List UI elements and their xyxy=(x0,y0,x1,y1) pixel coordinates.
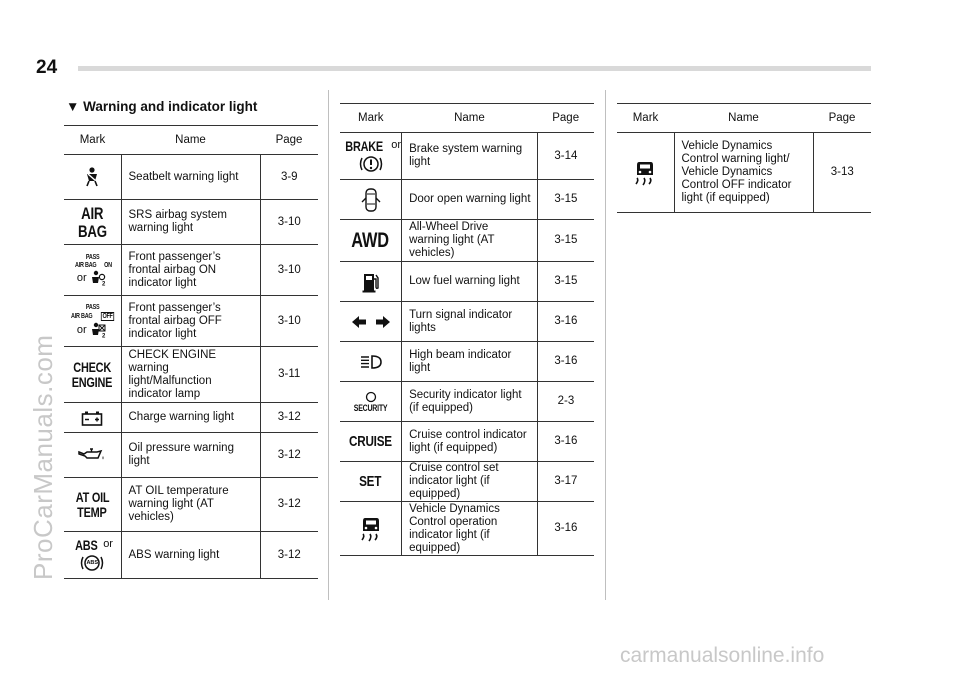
watermark-left: ProCarManuals.com xyxy=(28,334,58,580)
abs-circle-label: ABS xyxy=(86,559,99,566)
mark-cell xyxy=(64,155,121,200)
section-marker: ▼ xyxy=(66,99,80,114)
or-text: or xyxy=(76,323,87,336)
mark-cell xyxy=(340,180,402,220)
page-cell: 3-12 xyxy=(260,403,318,433)
name-cell: Cruise control indicator light (if equipped) xyxy=(402,422,538,462)
battery-icon xyxy=(81,410,103,426)
table-row xyxy=(340,302,594,342)
svg-text:2: 2 xyxy=(101,333,105,338)
name-cell: Door open warning light xyxy=(402,180,538,220)
table-row xyxy=(64,155,318,200)
page-cell: 3-17 xyxy=(537,462,594,502)
at-oil-temp-icon-bottom: TEMP xyxy=(77,504,107,520)
page-cell: 3-12 xyxy=(260,433,318,478)
pass-label: PASS xyxy=(85,254,100,261)
table-row xyxy=(340,262,594,302)
page-cell: 3-11 xyxy=(260,347,318,403)
page-header: Page xyxy=(813,104,871,133)
page-header: Page xyxy=(537,104,594,133)
or-text: or xyxy=(391,139,402,151)
abs-text-icon: ABS xyxy=(74,536,98,553)
mark-cell xyxy=(617,133,674,213)
mark-cell xyxy=(64,433,121,478)
page-cell: 3-10 xyxy=(260,200,318,245)
table-row xyxy=(64,200,318,245)
mark-header: Mark xyxy=(340,104,402,133)
mark-cell xyxy=(340,342,402,382)
or-text: or xyxy=(103,538,113,550)
or-text: or xyxy=(76,271,87,284)
page-cell: 3-16 xyxy=(537,342,594,382)
brake-warning-icon xyxy=(358,154,384,174)
page-cell: 3-15 xyxy=(537,220,594,262)
table-header-row xyxy=(340,104,594,133)
name-header: Name xyxy=(674,104,813,133)
name-cell: Turn signal indicator lights xyxy=(402,302,538,342)
column-divider-1 xyxy=(328,90,329,600)
table-row xyxy=(64,403,318,433)
awd-icon: AWD xyxy=(351,229,390,252)
name-cell: CHECK ENGINE warning light/Malfunction indicator lamp xyxy=(121,347,260,403)
name-cell: Vehicle Dynamics Control warning light/ Vehicle Dynamics Control OFF indicator light (if equipped) xyxy=(674,133,813,213)
table-row xyxy=(340,382,594,422)
indicator-table-3 xyxy=(617,103,871,213)
off-label: OFF xyxy=(102,313,114,320)
indicator-table-2 xyxy=(340,103,594,556)
high-beam-icon xyxy=(358,354,384,370)
seatbelt-icon xyxy=(83,166,101,188)
brake-text-icon: BRAKE xyxy=(345,137,383,154)
name-cell: Vehicle Dynamics Control operation indicator light (if equipped) xyxy=(402,502,538,556)
name-cell: Oil pressure warning light xyxy=(121,433,260,478)
page-cell: 3-10 xyxy=(260,245,318,296)
on-label: ON xyxy=(103,262,112,269)
mark-cell xyxy=(64,245,121,296)
name-cell: AT OIL temperature warning light (AT vehicles) xyxy=(121,478,260,532)
name-cell: All-Wheel Drive warning light (AT vehicles) xyxy=(402,220,538,262)
page-header: Page xyxy=(260,126,318,155)
page-cell: 3-12 xyxy=(260,532,318,579)
passenger-airbag-off-icon xyxy=(90,322,108,338)
mark-cell xyxy=(64,478,121,532)
mark-cell xyxy=(64,347,121,403)
header-rule xyxy=(78,66,871,71)
name-cell: Front passenger’s frontal airbag OFF indicator light xyxy=(121,296,260,347)
name-cell: Seatbelt warning light xyxy=(121,155,260,200)
mark-cell xyxy=(340,133,402,180)
mark-cell xyxy=(340,382,402,422)
page-cell: 3-16 xyxy=(537,502,594,556)
page-number: 24 xyxy=(36,57,58,78)
table-header-row xyxy=(64,126,318,155)
mark-cell xyxy=(340,502,402,556)
page-cell: 2-3 xyxy=(537,382,594,422)
watermark-bottom: carmanualsonline.info xyxy=(620,644,825,667)
mark-cell xyxy=(340,422,402,462)
page-cell: 3-14 xyxy=(537,133,594,180)
vdc-warning-icon xyxy=(633,160,657,186)
name-cell: Security indicator light (if equipped) xyxy=(402,382,538,422)
mark-cell xyxy=(340,220,402,262)
name-header: Name xyxy=(402,104,538,133)
table-row xyxy=(617,133,871,213)
fuel-pump-icon xyxy=(361,271,381,293)
security-label: SECURITY xyxy=(353,402,388,413)
passenger-airbag-on-icon xyxy=(90,270,108,286)
table-row xyxy=(340,180,594,220)
mark-header: Mark xyxy=(64,126,121,155)
name-cell: ABS warning light xyxy=(121,532,260,579)
mark-cell xyxy=(340,262,402,302)
abs-circle-icon xyxy=(79,553,105,573)
name-cell: High beam indicator light xyxy=(402,342,538,382)
oil-can-icon xyxy=(77,447,107,463)
airbag-off-label: AIR BAG xyxy=(70,313,93,320)
page-cell: 3-13 xyxy=(813,133,871,213)
check-engine-icon-bottom: ENGINE xyxy=(72,374,113,390)
name-cell: Brake system warning light xyxy=(402,133,538,180)
airbag-icon-bottom: BAG xyxy=(77,221,107,241)
vdc-skid-icon xyxy=(359,516,383,542)
table-row xyxy=(340,342,594,382)
name-header: Name xyxy=(121,126,260,155)
check-engine-icon-top: CHECK xyxy=(73,359,112,375)
name-cell: Charge warning light xyxy=(121,403,260,433)
table-header-row xyxy=(617,104,871,133)
at-oil-temp-icon-top: AT OIL xyxy=(75,489,110,505)
airbag-icon-top: AIR xyxy=(81,203,104,223)
page-cell: 3-15 xyxy=(537,262,594,302)
section-title: Warning and indicator light xyxy=(83,99,258,114)
table-row xyxy=(64,245,318,296)
turn-signal-icon xyxy=(351,315,391,329)
section-heading xyxy=(66,99,257,114)
page-cell: 3-9 xyxy=(260,155,318,200)
table-row xyxy=(64,433,318,478)
mark-cell xyxy=(64,403,121,433)
name-cell: Cruise control set indicator light (if equipped) xyxy=(402,462,538,502)
airbag-on-label: AIR BAG xyxy=(75,262,97,269)
door-open-icon xyxy=(361,187,381,213)
table-row xyxy=(64,478,318,532)
page-cell: 3-16 xyxy=(537,422,594,462)
page-cell: 3-15 xyxy=(537,180,594,220)
table-row xyxy=(340,220,594,262)
set-icon: SET xyxy=(359,472,382,490)
indicator-table-1 xyxy=(64,125,318,579)
security-light-icon xyxy=(365,391,377,403)
table-row xyxy=(340,502,594,556)
name-cell: Front passenger’s frontal airbag ON indicator light xyxy=(121,245,260,296)
column-divider-2 xyxy=(605,90,606,600)
pass-label: PASS xyxy=(85,304,100,311)
table-row xyxy=(340,133,594,180)
mark-cell xyxy=(64,532,121,579)
mark-header: Mark xyxy=(617,104,674,133)
table-row xyxy=(340,462,594,502)
table-row xyxy=(64,532,318,579)
table-row xyxy=(64,347,318,403)
mark-cell xyxy=(64,296,121,347)
page-cell: 3-10 xyxy=(260,296,318,347)
page-cell: 3-12 xyxy=(260,478,318,532)
name-cell: SRS airbag system warning light xyxy=(121,200,260,245)
mark-cell xyxy=(340,462,402,502)
table-row xyxy=(340,422,594,462)
cruise-icon: CRUISE xyxy=(349,432,392,450)
svg-text:2: 2 xyxy=(101,281,105,286)
mark-cell xyxy=(64,200,121,245)
mark-cell xyxy=(340,302,402,342)
page-cell: 3-16 xyxy=(537,302,594,342)
name-cell: Low fuel warning light xyxy=(402,262,538,302)
table-row xyxy=(64,296,318,347)
